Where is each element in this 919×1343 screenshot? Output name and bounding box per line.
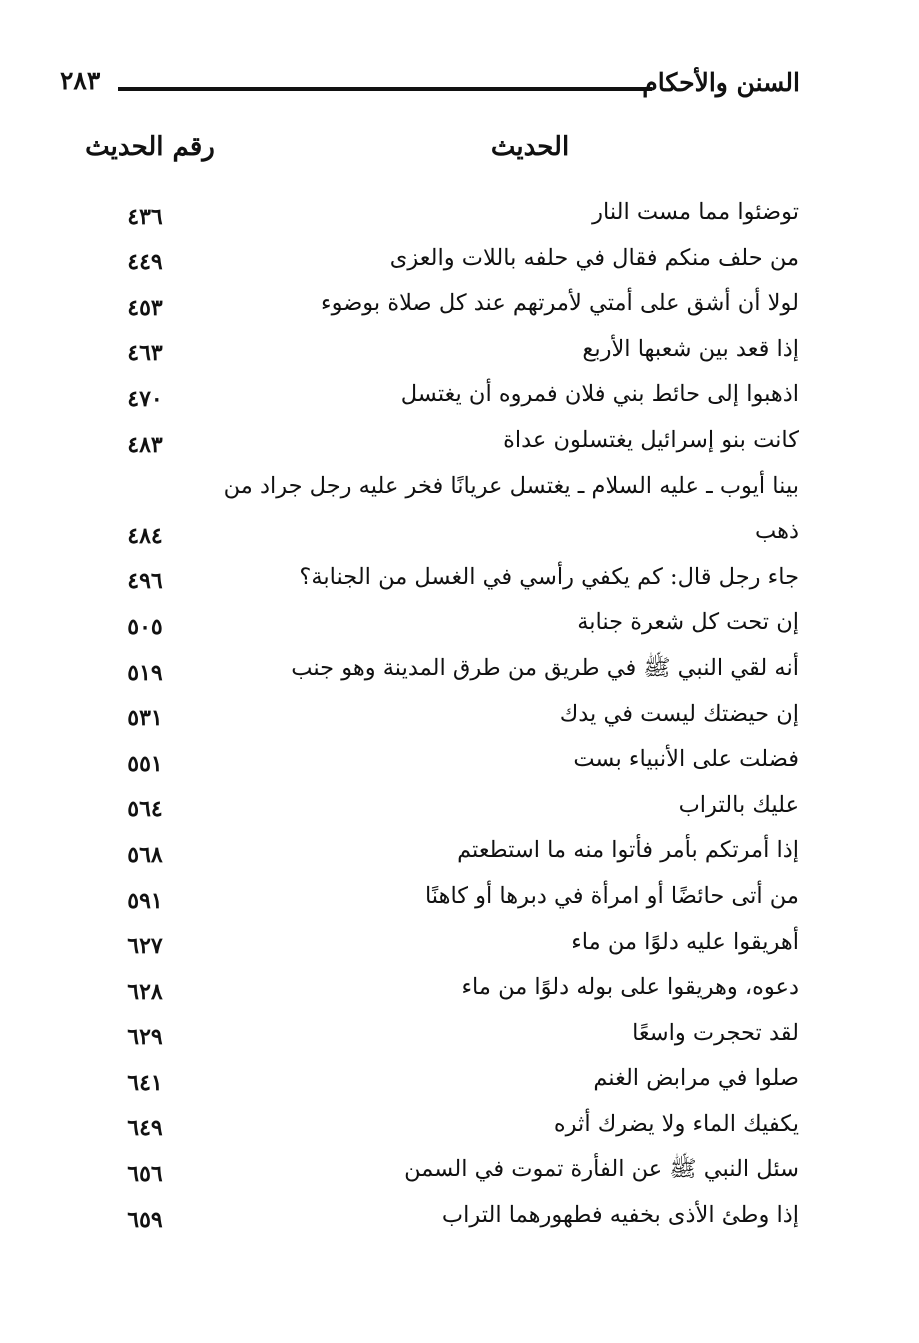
hadith-row [0, 737, 919, 783]
hadith-number: ٦٢٨ [127, 978, 163, 1005]
header-rule [118, 87, 652, 91]
hadith-number: ٥٦٤ [127, 796, 163, 823]
page-number: ٢٨٣ [60, 66, 101, 95]
running-title: السنن والأحكام [642, 68, 800, 97]
hadith-row [0, 281, 919, 327]
hadith-row [0, 600, 919, 646]
hadith-number: ٦٢٩ [127, 1024, 163, 1051]
hadith-number: ٤٧٠ [127, 385, 163, 412]
hadith-text: لولا أن أشق على أمتي لأمرتهم عند كل صلاة بوضوء [321, 290, 799, 317]
hadith-row [0, 1056, 919, 1102]
hadith-row [0, 1011, 919, 1057]
hadith-row [0, 828, 919, 874]
hadith-number: ٦٥٩ [127, 1206, 163, 1233]
hadith-row [0, 692, 919, 738]
hadith-number: ٥٣١ [127, 705, 163, 732]
hadith-row [0, 418, 919, 464]
hadith-row [0, 1193, 919, 1239]
hadith-text: سئل النبي ﷺ عن الفأرة تموت في السمن [404, 1156, 799, 1183]
hadith-text: دعوه، وهريقوا على بوله دلوًا من ماء [461, 974, 799, 1001]
hadith-text: إذا قعد بين شعبها الأربع [582, 335, 799, 362]
hadith-row [0, 1147, 919, 1193]
hadith-number: ٤٤٩ [127, 249, 163, 276]
hadith-number: ٤٦٣ [127, 340, 163, 367]
hadith-row [0, 783, 919, 829]
hadith-row [0, 920, 919, 966]
hadith-number: ٦٢٧ [127, 933, 163, 960]
hadith-text: إن تحت كل شعرة جنابة [577, 609, 799, 636]
hadith-text: إن حيضتك ليست في يدك [559, 700, 799, 727]
hadith-row [0, 965, 919, 1011]
hadith-number: ٥٥١ [127, 750, 163, 777]
hadith-text: يكفيك الماء ولا يضرك أثره [553, 1110, 799, 1137]
hadith-row [0, 236, 919, 282]
hadith-number: ٥٩١ [127, 887, 163, 914]
hadith-number: ٦٤١ [127, 1069, 163, 1096]
hadith-text: بينا أيوب ـ عليه السلام ـ يغتسل عريانًا فخر عليه رجل جراد من ذهب [223, 472, 799, 545]
hadith-text: اذهبوا إلى حائط بني فلان فمروه أن يغتسل [400, 381, 799, 408]
hadith-number: ٦٥٦ [127, 1161, 163, 1188]
hadith-text: لقد تحجرت واسعًا [632, 1019, 799, 1046]
hadith-row [0, 464, 919, 555]
running-header [60, 62, 800, 106]
hadith-index-list [0, 190, 919, 1239]
hadith-text: إذا أمرتكم بأمر فأتوا منه ما استطعتم [457, 837, 799, 864]
hadith-number: ٥٠٥ [127, 613, 163, 640]
hadith-text: أهريقوا عليه دلوًا من ماء [571, 928, 799, 955]
hadith-number: ٥١٩ [127, 659, 163, 686]
hadith-row [0, 190, 919, 236]
hadith-text: من أتى حائضًا أو امرأة في دبرها أو كاهنًا [424, 882, 799, 909]
hadith-row [0, 327, 919, 373]
hadith-text: من حلف منكم فقال في حلفه باللات والعزى [389, 244, 799, 271]
hadith-text: عليك بالتراب [678, 791, 799, 818]
hadith-row [0, 646, 919, 692]
hadith-text: صلوا في مرابض الغنم [593, 1065, 799, 1092]
hadith-number: ٤٨٤ [127, 522, 163, 549]
hadith-number: ٦٤٩ [127, 1115, 163, 1142]
hadith-number: ٤٣٦ [127, 203, 163, 230]
column-header-hadith: الحديث [490, 132, 570, 162]
hadith-text: أنه لقي النبي ﷺ في طريق من طرق المدينة وهو جنب [291, 654, 799, 681]
hadith-text: إذا وطئ الأذى بخفيه فطهورهما التراب [441, 1202, 799, 1229]
hadith-number: ٤٩٦ [127, 568, 163, 595]
hadith-row [0, 1102, 919, 1148]
hadith-row [0, 555, 919, 601]
hadith-text: فضلت على الأنبياء بست [573, 746, 799, 773]
hadith-text: جاء رجل قال: كم يكفي رأسي في الغسل من الجنابة؟ [299, 563, 799, 590]
hadith-text: كانت بنو إسرائيل يغتسلون عداة [503, 426, 799, 453]
hadith-number: ٤٨٣ [127, 431, 163, 458]
hadith-number: ٤٥٣ [127, 294, 163, 321]
hadith-row [0, 372, 919, 418]
hadith-row [0, 874, 919, 920]
column-header-hadith-number: رقم الحديث [85, 132, 215, 162]
hadith-text: توضئوا مما مست النار [592, 199, 799, 225]
hadith-number: ٥٦٨ [127, 841, 163, 868]
